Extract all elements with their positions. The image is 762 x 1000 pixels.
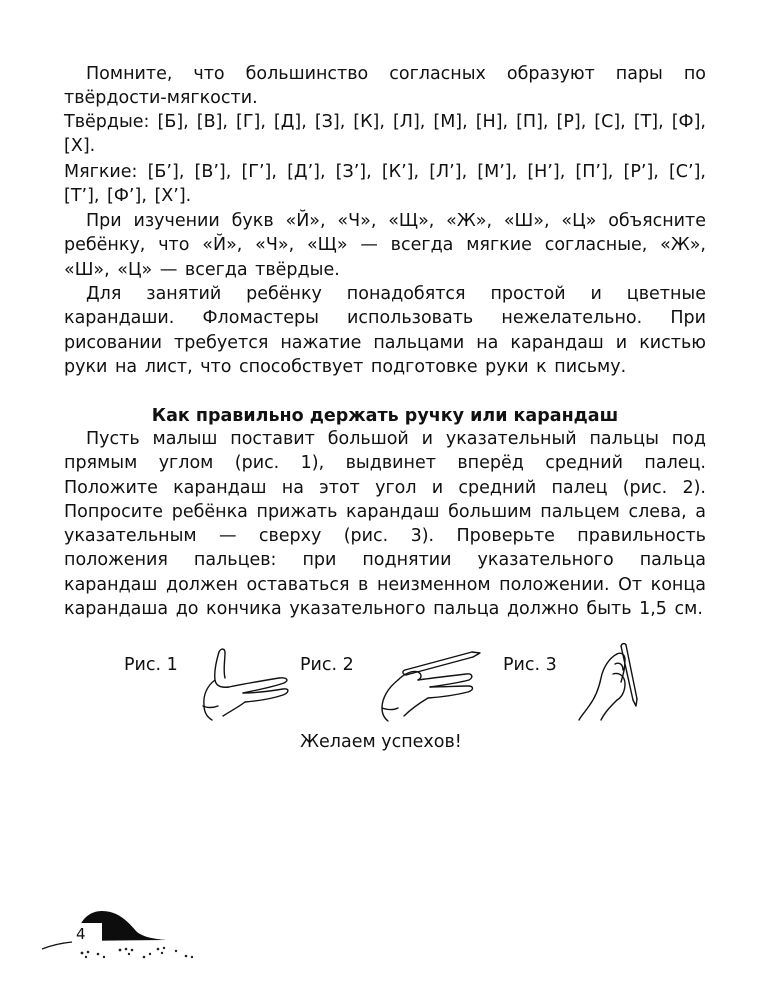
intro-paragraph bbox=[64, 62, 706, 111]
page-number: 4 bbox=[76, 925, 86, 943]
letters-note-paragraph bbox=[64, 209, 706, 282]
page-corner-decoration bbox=[36, 905, 206, 967]
figure-3-caption: Рис. 3 bbox=[503, 655, 557, 675]
grip-text: Пусть малыш поставит большой и указательный пальцы под прямым углом (рис. 1), выдвинет вперёд средний палец. Положите карандаш на этот угол и средний палец (рис. 2). Попросите ребёнка прижать карандаш большим пальцем слева, а указательным — сверху (рис. 3). Проверьте правильность положения пальцев: при поднятии указательного пальца карандаш должен оставаться в неизменном положении. От конца карандаша до кончика указательного пальца должно быть 1,5 см. bbox=[64, 429, 706, 620]
hand-right-angle-icon bbox=[183, 640, 298, 722]
figure-1-caption: Рис. 1 bbox=[124, 655, 178, 675]
letters-note-text: При изучении букв «Й», «Ч», «Щ», «Ж», «Ш», «Ц» объясните ребёнку, что «Й», «Ч», «Щ» — всегда мягкие согласные, «Ж», «Ш», «Ц» — всегда твёрдые. bbox=[64, 211, 706, 280]
hand-pencil-on-fingers-icon bbox=[370, 640, 485, 722]
hard-consonants-label: Твёрдые: bbox=[64, 112, 150, 132]
materials-note-text: Для занятий ребёнку понадобятся простой и цветные карандаши. Фломастеры использовать нежелательно. При рисовании требуется нажатие пальцами на карандаш и кистью руки на лист, что способствует подготовке руки к письму. bbox=[64, 284, 706, 377]
materials-note-paragraph bbox=[64, 282, 706, 379]
grip-paragraph bbox=[64, 427, 706, 621]
soft-consonants-paragraph bbox=[64, 160, 706, 209]
hard-consonants-letters: [Б], [В], [Г], [Д], [З], [К], [Л], [М], [Н], [П], [Р], [С], [Т], [Ф], [Х]. bbox=[64, 112, 706, 157]
figure-2-caption: Рис. 2 bbox=[300, 655, 354, 675]
section-heading: Как правильно держать ручку или карандаш bbox=[151, 406, 619, 426]
closing-wish: Желаем успехов! bbox=[300, 732, 462, 752]
hand-holding-pencil-icon bbox=[575, 640, 655, 722]
soft-consonants-letters: [Б’], [В’], [Г’], [Д’], [З’], [К’], [Л’], [М’], [Н’], [П’], [Р’], [С’], [Т’], [Ф’], [Х’]. bbox=[64, 162, 706, 207]
soft-consonants-label: Мягкие: bbox=[64, 162, 138, 182]
intro-text: Помните, что большинство согласных образуют пары по твёрдости-мягкости. bbox=[64, 64, 706, 109]
hard-consonants-paragraph bbox=[64, 110, 706, 159]
